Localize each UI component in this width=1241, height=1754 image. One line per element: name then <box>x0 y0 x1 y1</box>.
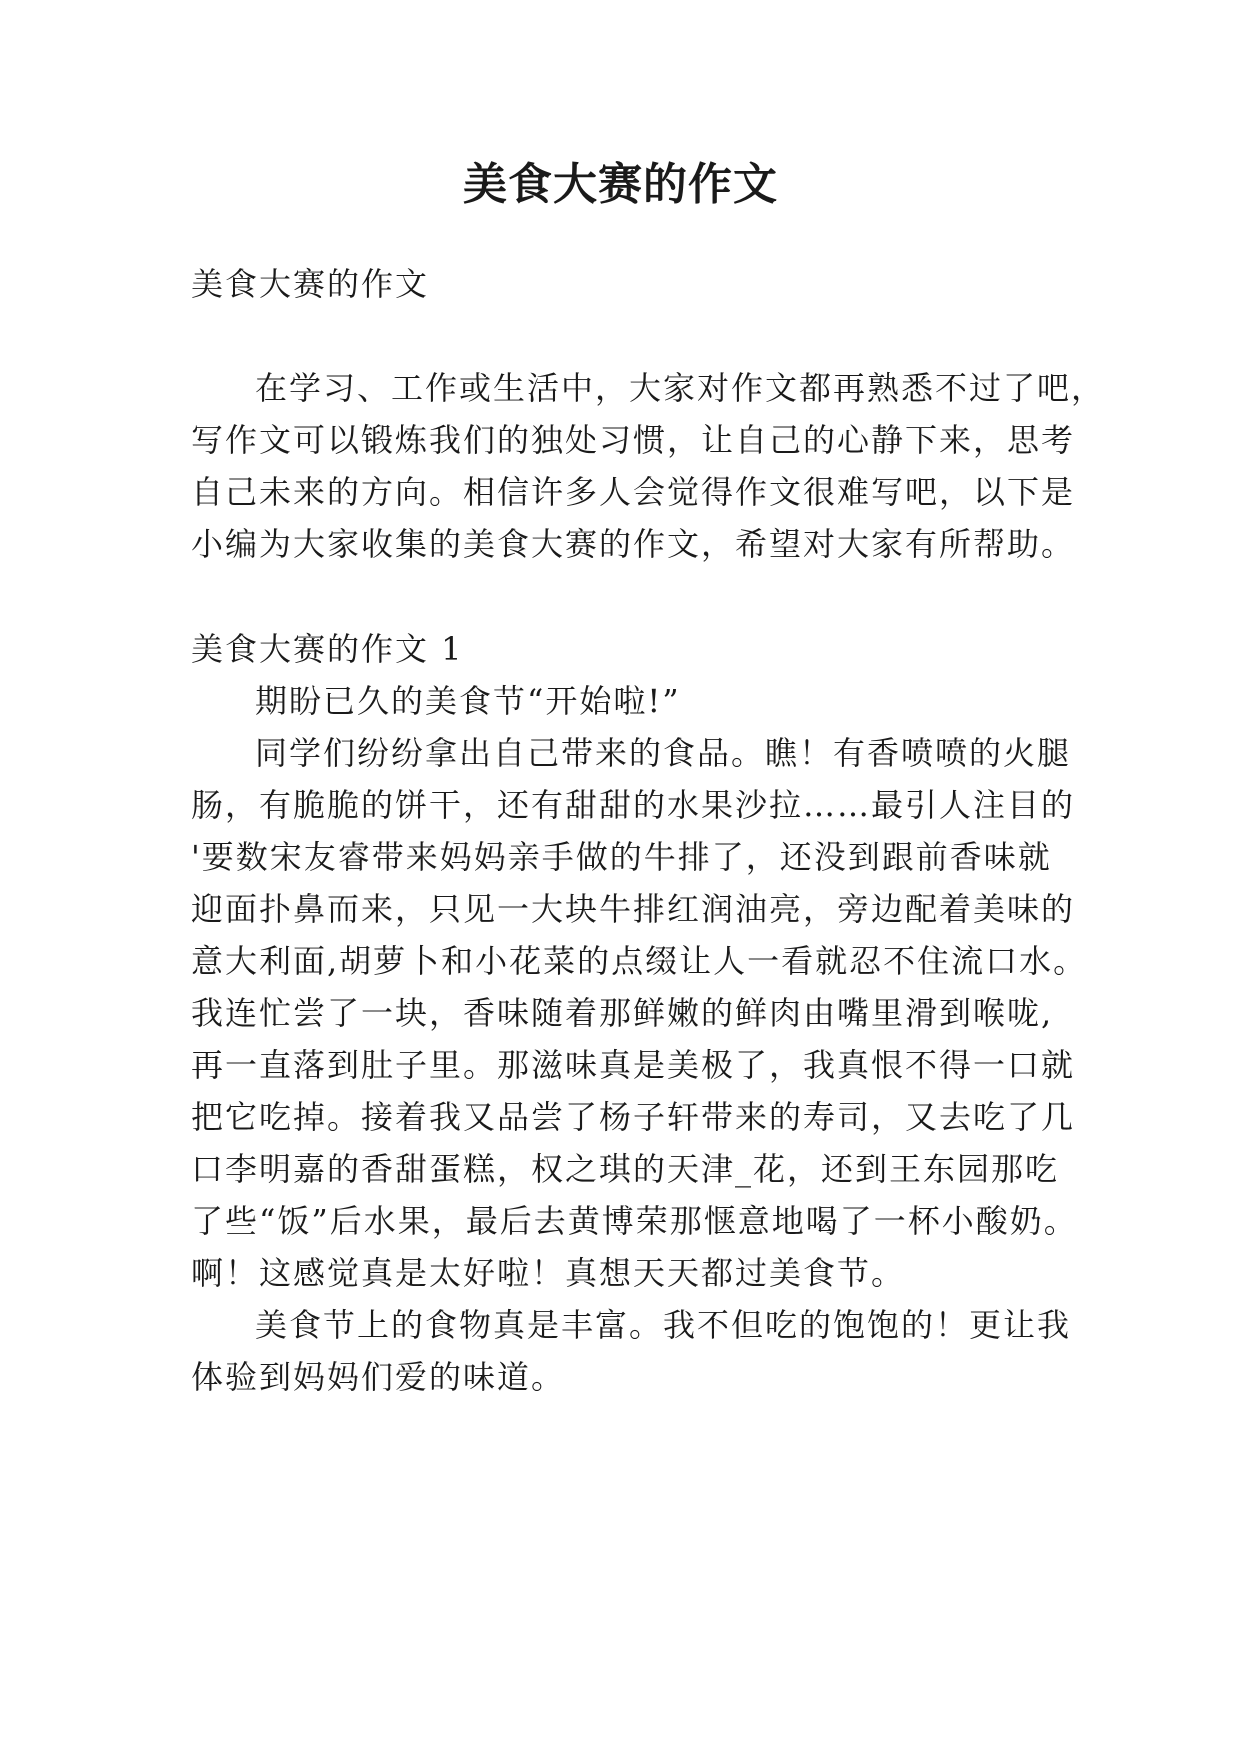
intro-line: 自己未来的方向。相信许多人会觉得作文很难写吧，以下是 <box>191 473 1076 511</box>
paragraph-line: 意大利面,胡萝卜和小花菜的点缀让人一看就忍不住流口水。 <box>191 942 1088 980</box>
paragraph-line: 美食节上的食物真是丰富。我不但吃的饱饱的！更让我 <box>255 1306 1072 1344</box>
paragraph-line: '要数宋友睿带来妈妈亲手做的牛排了，还没到跟前香味就 <box>191 838 1052 876</box>
section-heading: 美食大赛的作文 1 <box>191 630 464 668</box>
intro-line: 写作文可以锻炼我们的独处习惯，让自己的心静下来，思考 <box>191 421 1076 459</box>
paragraph-line: 啊！这感觉真是太好啦！真想天天都过美食节。 <box>191 1254 906 1292</box>
paragraph-line: 肠，有脆脆的饼干，还有甜甜的水果沙拉……最引人注目的 <box>191 786 1076 824</box>
document-title: 美食大赛的作文 <box>463 159 778 210</box>
paragraph-line: 期盼已久的美食节“开始啦!” <box>255 682 681 720</box>
paragraph-line: 把它吃掉。接着我又品尝了杨子轩带来的寿司，又去吃了几 <box>191 1098 1076 1136</box>
paragraph-line: 再一直落到肚子里。那滋味真是美极了，我真恨不得一口就 <box>191 1046 1076 1084</box>
paragraph-line: 迎面扑鼻而来，只见一大块牛排红润油亮，旁边配着美味的 <box>191 890 1076 928</box>
paragraph-line: 口李明嘉的香甜蛋糕，权之琪的天津_花，还到王东园那吃 <box>191 1150 1060 1188</box>
document-subtitle: 美食大赛的作文 <box>191 265 430 303</box>
paragraph-line: 我连忙尝了一块，香味随着那鲜嫩的鲜肉由嘴里滑到喉咙, <box>191 994 1054 1032</box>
paragraph-line: 了些“饭”后水果，最后去黄博荣那惬意地喝了一杯小酸奶。 <box>191 1202 1078 1240</box>
paragraph-line: 体验到妈妈们爱的味道。 <box>191 1358 566 1396</box>
paragraph-line: 同学们纷纷拿出自己带来的食品。瞧！有香喷喷的火腿 <box>255 734 1072 772</box>
intro-line: 小编为大家收集的美食大赛的作文，希望对大家有所帮助。 <box>191 525 1076 563</box>
intro-line: 在学习、工作或生活中，大家对作文都再熟悉不过了吧， <box>255 369 1106 407</box>
